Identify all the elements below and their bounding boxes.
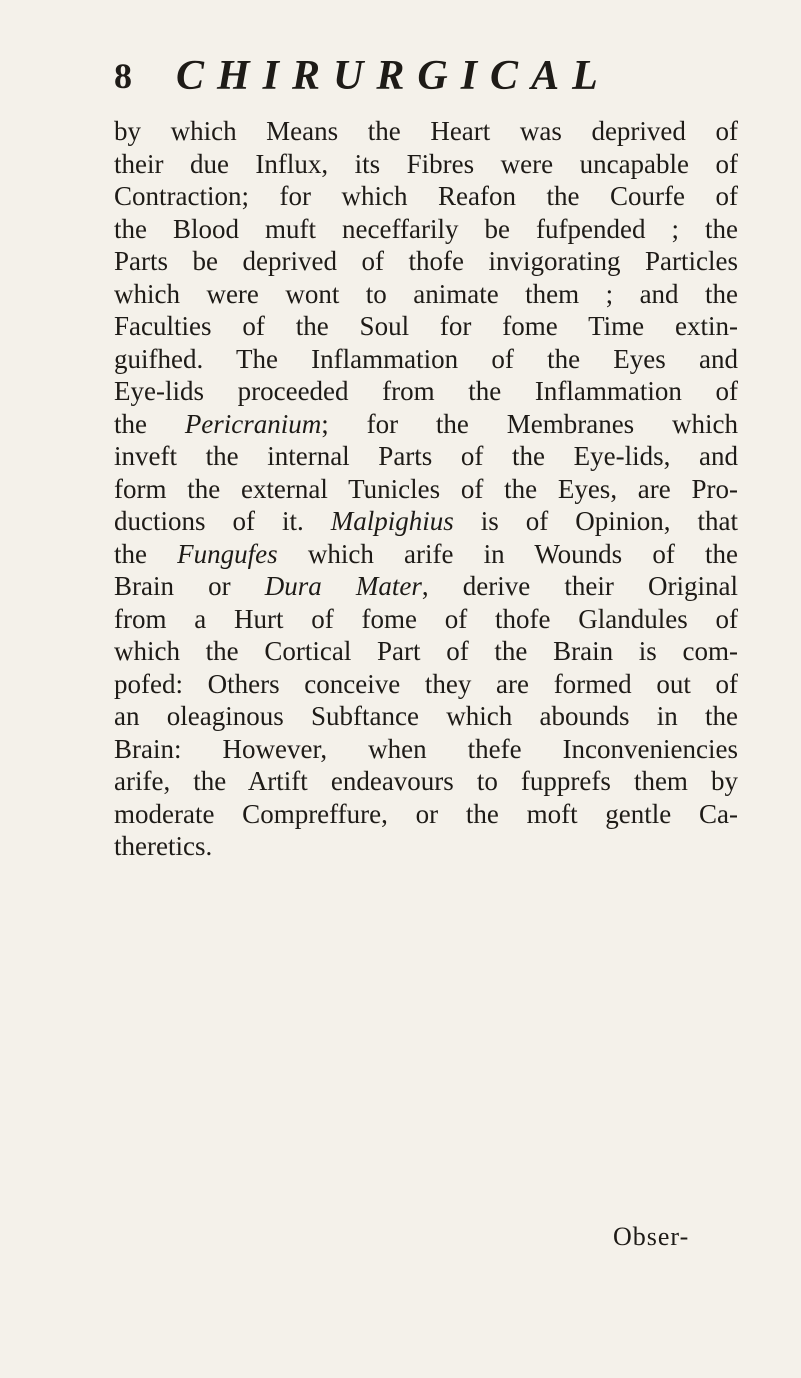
text-line: Brain or Dura Mater, derive their Original [114, 571, 738, 601]
italic-term: Malpighius [330, 506, 454, 536]
text-line: the Blood muft neceffarily be fufpended ; the [114, 213, 738, 244]
page-number: 8 [114, 56, 132, 96]
text-line: guifhed. The Inflammation of the Eyes and [114, 343, 738, 374]
text-line: from a Hurt of fome of thofe Glandules of [114, 603, 738, 634]
text-line: the Pericranium; for the Membranes which [114, 408, 738, 439]
running-title: CHIRURGICAL [176, 53, 611, 99]
text-line: ductions of it. Malpighius is of Opinion, that [114, 506, 738, 536]
text-line: their due Influx, its Fibres were uncapable of [114, 148, 738, 179]
text-line: pofed: Others conceive they are formed out of [114, 668, 738, 699]
text-line: Parts be deprived of thofe invigorating Particles [114, 246, 738, 276]
text-line: Brain: However, when thefe Inconveniencies [114, 733, 738, 764]
text-line: which were wont to animate them ; and the [114, 278, 738, 309]
text-line: form the external Tunicles of the Eyes, are Pro- [114, 473, 738, 504]
text-line: the Fungufes which arife in Wounds of the [114, 538, 738, 569]
text-line: which the Cortical Part of the Brain is com- [114, 636, 738, 666]
text-line: Eye-lids proceeded from the Inflammation of [114, 376, 738, 406]
italic-term: Pericranium [184, 408, 322, 439]
text-line: an oleaginous Subftance which abounds in the [114, 701, 738, 731]
text-line: inveft the internal Parts of the Eye-lids, and [114, 441, 738, 471]
body-text [114, 115, 738, 863]
text-line: Faculties of the Soul for fome Time extin- [114, 311, 738, 341]
text-line: arife, the Artift endeavours to fupprefs them by [114, 766, 738, 796]
italic-term: Dura Mater [264, 571, 422, 601]
text-line: by which Means the Heart was deprived of [114, 116, 738, 146]
catchword: Obser- [613, 1222, 690, 1251]
text-line: moderate Compreffure, or the moft gentle Ca- [114, 798, 738, 829]
text-line: Contraction; for which Reafon the Courfe of [114, 181, 738, 211]
running-head [114, 52, 734, 102]
text-line: theretics. [114, 831, 213, 861]
italic-term: Fungufes [177, 538, 278, 569]
